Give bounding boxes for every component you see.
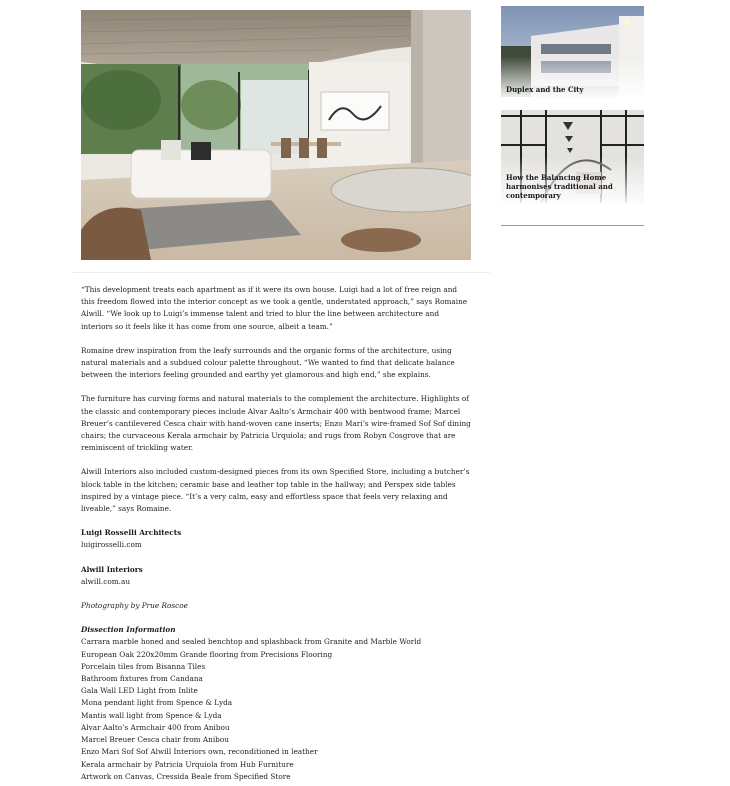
list-item: European Oak 220x20mm Grande flooring from Precisions Flooring xyxy=(81,649,333,659)
interior-photo-icon xyxy=(81,10,471,260)
credit-interiors-link[interactable]: alwill.com.au xyxy=(81,576,131,586)
related-card-duplex[interactable] xyxy=(501,6,644,97)
hero-image xyxy=(81,10,471,260)
list-item: Carrara marble honed and sealed benchtop and splashback from Granite and Marble World xyxy=(81,637,422,647)
credit-architect-name: Luigi Rosselli Architects xyxy=(81,528,182,538)
credit-architect-link[interactable]: luigirosselli.com xyxy=(81,540,142,550)
sidebar-divider xyxy=(501,225,644,226)
paragraph: The furniture has curving forms and natural materials to the complement the architecture. Highlights of the classic and contemporary pieces include Alvar Aalto’s Armchair 400 with bentwood frame; Marcel Breuer’s cantilevered Cesca chair with hand-woven cane inserts; Enzo Mari’s wire-framed Sof Sof dining chairs; the curvaceous Kerala armchair by Patricia Urquiola; and rugs from Robyn Cosgrove that are reminiscent of trickling water. xyxy=(81,394,471,453)
building-photo-icon xyxy=(501,6,644,97)
dissection-title: Dissection Information xyxy=(81,625,176,635)
photography-credit: Photography by Prue Roscoe xyxy=(81,601,188,611)
related-card-title: How the Balancing Home harmonises traditional and contemporary xyxy=(506,173,613,200)
paragraph: Romaine drew inspiration from the leafy surrounds and the organic forms of the architecture, using natural materials and a subdued colour palette throughout. “We wanted to find that delicate balance between the interiors feeling grounded and earthy yet glamorous and high end,” she explains. xyxy=(81,345,455,380)
list-item: Bathroom fixtures from Candana xyxy=(81,674,203,684)
paragraph: “This development treats each apartment as if it were its own house. Luigi had a lot of free reign and this freedom flowed into the interior concept as we took a gentle, understated approach,” says Romaine Alwill. “We look up to Luigi’s immense talent and tried to blur the line between architecture and interiors so it feels like it has come from one source, albeit a team.” xyxy=(81,285,468,331)
paragraph: Alwill Interiors also included custom-designed pieces from its own Specified Store, including a butcher’s block table in the kitchen; ceramic base and leather top table in the hallway; and Perspex side tables inspired by a vintage piece. “It’s a very calm, easy and effortless space that feels very relaxing and liveable,” says Romaine. xyxy=(81,467,470,514)
list-item: Alvar Aalto’s Armchair 400 from Anibou xyxy=(81,722,230,732)
list-item: Kerala armchair by Patricia Urquiola from Hub Furniture xyxy=(81,759,294,769)
list-item: Artwork on Canvas, Cressida Beale from Specified Store xyxy=(81,771,291,781)
list-item: Enzo Mari Sof Sof Alwill Interiors own, reconditioned in leather xyxy=(81,747,318,757)
list-item: Mantis wall light from Spence & Lyda xyxy=(81,710,222,720)
content-divider xyxy=(72,272,490,273)
list-item: Porcelain tiles from Bisanna Tiles xyxy=(81,661,206,671)
dissection-list xyxy=(81,636,473,782)
related-card-balancing-home[interactable] xyxy=(501,110,644,203)
credit-interiors-name: Alwill Interiors xyxy=(81,564,143,574)
article-body xyxy=(81,284,473,783)
related-card-title: Duplex and the City xyxy=(506,85,584,94)
list-item: Gala Wall LED Light from Inlite xyxy=(81,686,198,696)
list-item: Mona pendant light from Spence & Lyda xyxy=(81,698,233,708)
list-item: Marcel Breuer Cesca chair from Anibou xyxy=(81,735,229,745)
